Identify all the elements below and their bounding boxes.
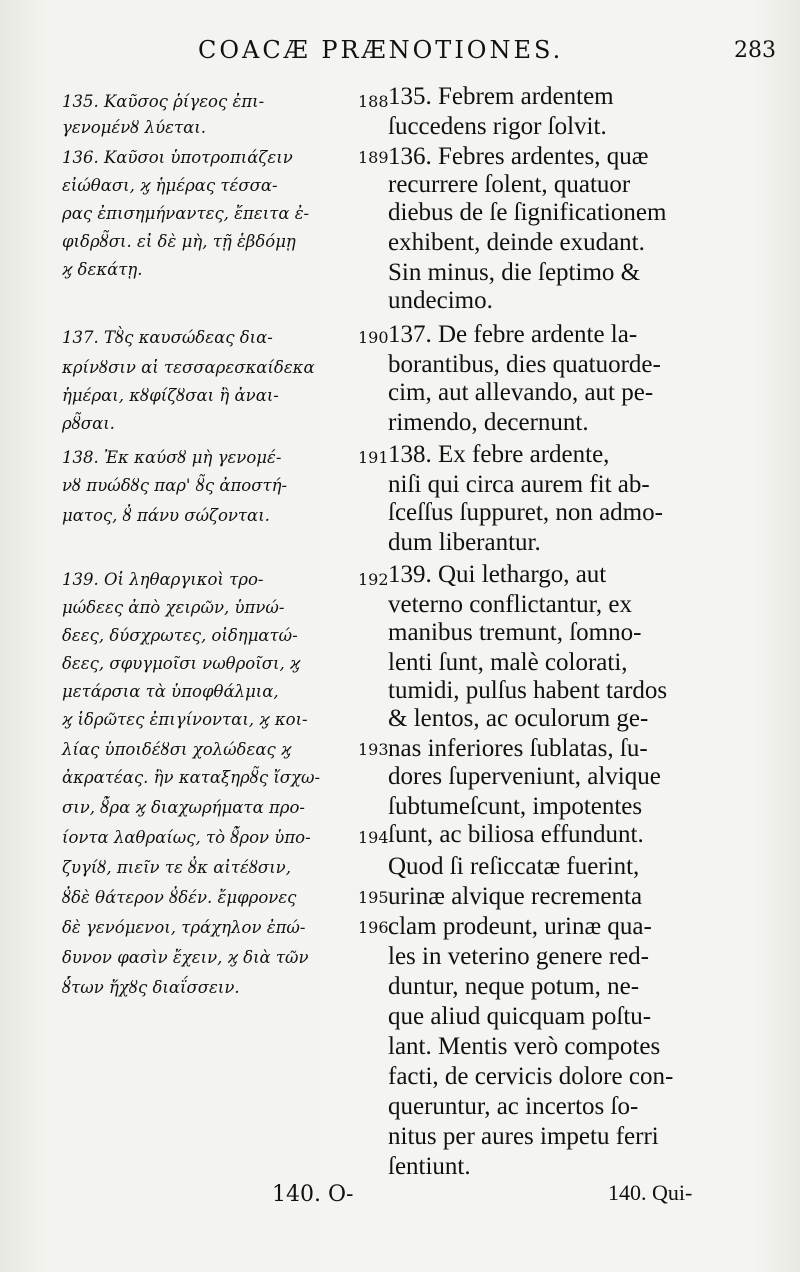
latin-line: 136. Febres ardentes, quæ — [388, 143, 649, 170]
latin-line: dores ſuperveniunt, alvique — [388, 763, 661, 790]
latin-line: que aliud quicquam poſtu- — [388, 1003, 652, 1030]
latin-line: ſunt, ac biliosa effundunt. — [388, 821, 644, 848]
margin-number: 195 — [358, 888, 389, 907]
latin-line: queruntur, ac incertos ſo- — [388, 1093, 639, 1120]
margin-number: 194 — [358, 828, 389, 847]
greek-line: ȣ̓δὲ θάτερον ȣ̓δέν. ἔμφρονες — [62, 888, 297, 907]
latin-line: ſuccedens rigor ſolvit. — [388, 113, 607, 140]
greek-line: ϗ δεκάτῃ. — [62, 260, 143, 279]
greek-line: δεες, δύσχρωτες, οἰδηματώ- — [62, 626, 298, 645]
greek-line: 138. Ἐκ καύσȣ μὴ γενομέ- — [62, 448, 282, 467]
greek-line: 136. Καῦσοι ὑποτροπιάζειν — [62, 148, 293, 167]
latin-line: les in veterino genere red- — [388, 943, 649, 970]
latin-line: dum liberantur. — [388, 529, 541, 556]
latin-line: 135. Febrem ardentem — [388, 83, 614, 110]
greek-line: ίοντα λαθραίως, τὸ ȣ̓̃ρον ὑπο- — [62, 828, 311, 847]
latin-line: urinæ alvique recrementa — [388, 883, 643, 910]
latin-line: nitus per aures impetu ferri — [388, 1123, 659, 1150]
latin-line: lant. Mentis verò compotes — [388, 1033, 661, 1060]
greek-line: μώδεες ἀπὸ χειρῶν, ὑπνώ- — [62, 598, 285, 617]
latin-line: duntur, neque potum, ne- — [388, 973, 640, 1000]
margin-number: 191 — [358, 448, 389, 467]
margin-number: 189 — [358, 148, 389, 167]
greek-line: φιδρȣ̃σι. εἰ δὲ μὴ, τῇ ἑβδόμῃ — [62, 232, 296, 251]
greek-line: ἡμέραι, κȣφίζȣσαι ἢ ἀναι- — [62, 386, 279, 405]
greek-line: δὲ γενόμενοι, τράχηλον ἐπώ- — [62, 918, 306, 937]
greek-line: κρίνȣσιν αἱ τεσσαρεσκαίδεκα — [62, 358, 315, 377]
latin-line: 139. Qui lethargo, aut — [388, 561, 607, 588]
greek-line: ȣ̓́των ἤχȣς διαΐσσειν. — [62, 978, 240, 997]
greek-line: γενομένȣ λύεται. — [62, 118, 206, 137]
latin-line: & lentos, ac oculorum ge- — [388, 705, 649, 732]
latin-line: 137. De febre ardente la- — [388, 321, 638, 348]
margin-number: 190 — [358, 328, 389, 347]
latin-line: niſi qui circa aurem fit ab- — [388, 471, 650, 498]
latin-line: ſceſſus ſuppuret, non admo- — [388, 499, 663, 526]
greek-line: δεες, σφυγμοῖσι νωθροῖσι, ϗ — [62, 654, 301, 673]
greek-line: μετάρσια τὰ ὑποφθάλμια, — [62, 682, 279, 701]
latin-line: Sin minus, die ſeptimo & — [388, 259, 641, 286]
greek-line: εἰώθασι, ϗ ἡμέρας τέσσα- — [62, 176, 278, 195]
margin-number: 188 — [358, 92, 389, 111]
running-title: COACÆ PRÆNOTIONES. — [198, 36, 564, 64]
greek-line: ζυγίȣ, πιεῖν τε ȣ̓κ αἰτέȣσιν, — [62, 858, 291, 877]
greek-line: ϗ ἱδρῶτες ἐπιγίνονται, ϗ κοι- — [62, 710, 308, 729]
latin-line: tumidi, pulſus habent tardos — [388, 677, 668, 704]
greek-line: ρας ἐπισημήναντες, ἔπειτα ἐ- — [62, 204, 310, 223]
latin-line: lenti ſunt, malè colorati, — [388, 649, 628, 676]
greek-line: δυνον φασὶν ἔχειν, ϗ διὰ τῶν — [62, 948, 309, 967]
latin-line: 138. Ex febre ardente, — [388, 441, 610, 468]
latin-line: manibus tremunt, ſomno- — [388, 619, 642, 646]
margin-number: 193 — [358, 740, 389, 759]
greek-line: ματος, ȣ̓ πάνυ σώζονται. — [62, 506, 270, 525]
margin-number: 192 — [358, 570, 389, 589]
greek-catchword: 140. Ο- — [272, 1182, 354, 1207]
latin-line: undecimo. — [388, 287, 493, 314]
greek-line: ἀκρατέας. ἢν καταξηρȣ̃ς ἴσχω- — [62, 768, 321, 787]
page-number: 283 — [734, 38, 776, 63]
latin-line: ſentiunt. — [388, 1153, 471, 1180]
greek-line: σιν, ȣ̓̃ρα ϗ διαχωρήματα προ- — [62, 798, 306, 817]
latin-line: cim, aut allevando, aut pe- — [388, 379, 654, 406]
latin-catchword: 140. Qui- — [608, 1180, 693, 1205]
latin-line: exhibent, deinde exudant. — [388, 229, 645, 256]
greek-line: λίας ὑποιδέȣσι χολώδεας ϗ — [62, 740, 292, 759]
margin-number: 196 — [358, 918, 389, 937]
latin-line: recurrere ſolent, quatuor — [388, 171, 631, 198]
greek-line: ρȣ̃σαι. — [62, 414, 115, 433]
latin-line: clam prodeunt, urinæ qua- — [388, 913, 652, 940]
latin-line: nas inferiores ſublatas, ſu- — [388, 735, 648, 762]
latin-line: ſubtumeſcunt, impotentes — [388, 793, 643, 820]
greek-line: 135. Καῦσος ῥίγεος ἐπι- — [62, 92, 265, 111]
latin-line: veterno conflictantur, ex — [388, 591, 633, 618]
latin-line: diebus de ſe ſignificationem — [388, 199, 667, 226]
latin-line: facti, de cervicis dolore con- — [388, 1063, 674, 1090]
greek-line: 137. Τȣ̀ς καυσώδεας δια- — [62, 328, 273, 347]
latin-line: Quod ſi reſiccatæ fuerint, — [388, 853, 640, 880]
greek-line: νȣ πυώδȣς παρ' ȣ̃ς ἀποστή- — [62, 476, 288, 495]
latin-line: rimendo, decernunt. — [388, 409, 589, 436]
greek-line: 139. Οἱ ληθαργικοὶ τρο- — [62, 570, 264, 589]
latin-line: borantibus, dies quatuorde- — [388, 351, 661, 378]
